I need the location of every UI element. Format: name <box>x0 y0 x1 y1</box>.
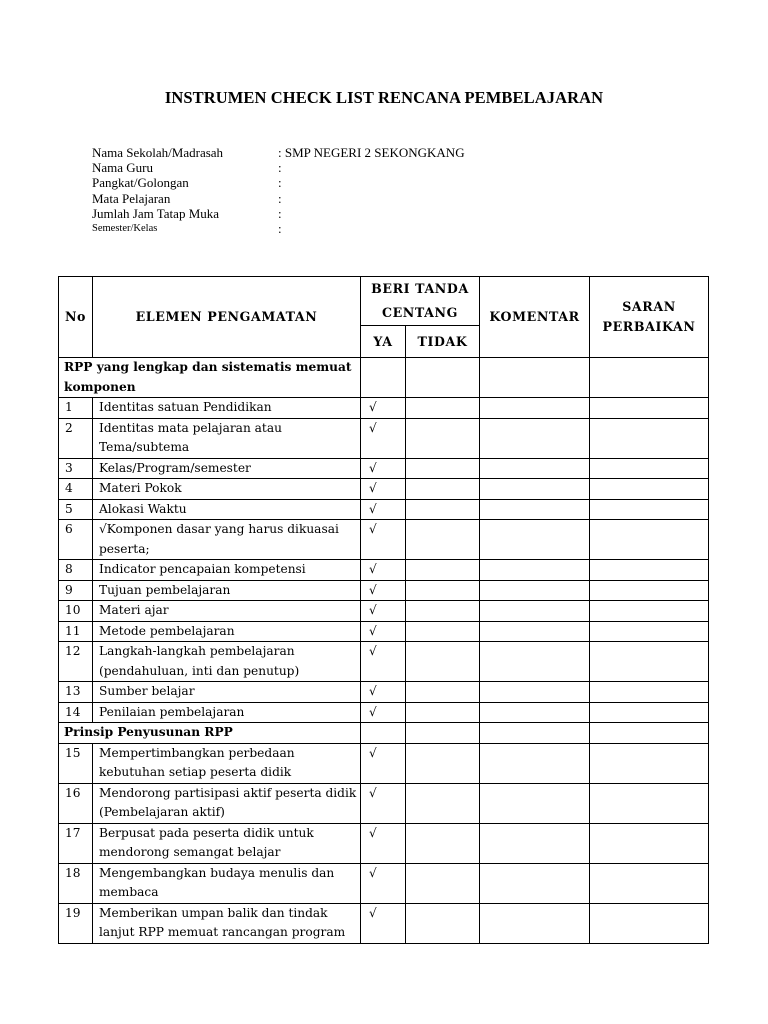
row-check-ya: √ <box>361 783 406 823</box>
cell-tidak <box>406 723 480 744</box>
cell-saran <box>590 723 709 744</box>
row-suggestion <box>590 479 709 500</box>
row-number: 1 <box>59 398 93 419</box>
row-number: 3 <box>59 458 93 479</box>
row-element: Metode pembelajaran <box>93 621 361 642</box>
row-check-tidak <box>406 458 480 479</box>
info-label: Mata Pelajaran <box>92 190 171 206</box>
row-comment <box>480 642 590 682</box>
table-row <box>59 560 709 581</box>
row-suggestion <box>590 823 709 863</box>
header-mark: BERI TANDA CENTANG <box>361 277 480 326</box>
table-row <box>59 580 709 601</box>
row-check-ya: √ <box>361 823 406 863</box>
row-check-ya: √ <box>361 398 406 419</box>
row-suggestion <box>590 560 709 581</box>
row-element: Berpusat pada peserta didik untuk mendorong semangat belajar <box>93 823 361 863</box>
row-check-ya: √ <box>361 682 406 703</box>
row-comment <box>480 702 590 723</box>
row-element: √Komponen dasar yang harus dikuasai peserta; <box>93 520 361 560</box>
info-value: : SMP NEGERI 2 SEKONGKANG <box>278 145 465 160</box>
table-row <box>59 743 709 783</box>
row-check-ya: √ <box>361 458 406 479</box>
table-row <box>59 863 709 903</box>
row-check-tidak <box>406 642 480 682</box>
row-suggestion <box>590 642 709 682</box>
row-number: 4 <box>59 479 93 500</box>
row-check-tidak <box>406 823 480 863</box>
header-suggestion: SARAN PERBAIKAN <box>590 277 709 358</box>
row-comment <box>480 621 590 642</box>
row-suggestion <box>590 621 709 642</box>
info-row-subject <box>92 191 465 206</box>
cell-ya <box>361 358 406 398</box>
row-number: 9 <box>59 580 93 601</box>
cell-komentar <box>480 358 590 398</box>
row-suggestion <box>590 398 709 419</box>
row-element: Sumber belajar <box>93 682 361 703</box>
row-element: Penilaian pembelajaran <box>93 702 361 723</box>
row-check-tidak <box>406 783 480 823</box>
info-label: Semester/Kelas <box>92 222 158 234</box>
info-row-teacher <box>92 160 465 175</box>
row-check-tidak <box>406 479 480 500</box>
row-comment <box>480 580 590 601</box>
row-number: 2 <box>59 418 93 458</box>
document-title: INSTRUMEN CHECK LIST RENCANA PEMBELAJARAN <box>164 88 604 107</box>
table-row <box>59 702 709 723</box>
row-number: 6 <box>59 520 93 560</box>
row-number: 12 <box>59 642 93 682</box>
row-check-tidak <box>406 418 480 458</box>
row-suggestion <box>590 903 709 943</box>
row-number: 14 <box>59 702 93 723</box>
identity-block <box>92 145 465 236</box>
row-comment <box>480 560 590 581</box>
info-value: : <box>278 220 282 236</box>
row-check-tidak <box>406 702 480 723</box>
table-row <box>59 642 709 682</box>
info-row-school <box>92 145 465 160</box>
info-label: Nama Sekolah/Madrasah <box>92 145 224 160</box>
row-check-ya: √ <box>361 702 406 723</box>
info-label: Nama Guru <box>92 160 154 176</box>
info-value: : <box>278 160 282 176</box>
cell-ya <box>361 723 406 744</box>
table-row <box>59 903 709 943</box>
row-check-tidak <box>406 743 480 783</box>
row-check-ya: √ <box>361 621 406 642</box>
row-element: Mempertimbangkan perbedaan kebutuhan setiap peserta didik <box>93 743 361 783</box>
row-suggestion <box>590 682 709 703</box>
info-label: Pangkat/Golongan <box>92 175 189 191</box>
info-row-hours <box>92 206 465 221</box>
row-element: Materi Pokok <box>93 479 361 500</box>
info-value: : <box>278 175 282 191</box>
table-row <box>59 520 709 560</box>
row-check-ya: √ <box>361 479 406 500</box>
row-comment <box>480 520 590 560</box>
cell-tidak <box>406 358 480 398</box>
row-number: 15 <box>59 743 93 783</box>
row-check-ya: √ <box>361 863 406 903</box>
row-comment <box>480 458 590 479</box>
row-number: 5 <box>59 499 93 520</box>
table-row <box>59 458 709 479</box>
row-suggestion <box>590 601 709 622</box>
row-comment <box>480 682 590 703</box>
row-check-tidak <box>406 621 480 642</box>
section-row <box>59 358 709 398</box>
row-check-tidak <box>406 682 480 703</box>
header-comment: KOMENTAR <box>480 277 590 358</box>
row-comment <box>480 823 590 863</box>
row-check-ya: √ <box>361 560 406 581</box>
row-check-ya: √ <box>361 601 406 622</box>
row-element: Indicator pencapaian kompetensi <box>93 560 361 581</box>
row-comment <box>480 601 590 622</box>
row-check-ya: √ <box>361 520 406 560</box>
info-row-rank <box>92 175 465 190</box>
row-suggestion <box>590 458 709 479</box>
header-no: No <box>59 277 93 358</box>
table-row <box>59 418 709 458</box>
row-check-tidak <box>406 903 480 943</box>
row-comment <box>480 783 590 823</box>
header-yes: YA <box>361 326 406 358</box>
row-check-tidak <box>406 560 480 581</box>
row-check-tidak <box>406 398 480 419</box>
info-row-semester <box>92 221 465 236</box>
row-suggestion <box>590 783 709 823</box>
table-row <box>59 783 709 823</box>
header-element: ELEMEN PENGAMATAN <box>93 277 361 358</box>
row-number: 18 <box>59 863 93 903</box>
table-row <box>59 682 709 703</box>
section-row <box>59 723 709 744</box>
row-number: 8 <box>59 560 93 581</box>
table-row <box>59 601 709 622</box>
row-suggestion <box>590 499 709 520</box>
row-check-ya: √ <box>361 642 406 682</box>
table-row <box>59 398 709 419</box>
row-comment <box>480 479 590 500</box>
row-comment <box>480 398 590 419</box>
row-check-ya: √ <box>361 580 406 601</box>
table-row <box>59 499 709 520</box>
row-check-ya: √ <box>361 499 406 520</box>
row-comment <box>480 863 590 903</box>
info-label: Jumlah Jam Tatap Muka <box>92 205 220 221</box>
row-number: 17 <box>59 823 93 863</box>
row-comment <box>480 499 590 520</box>
row-number: 10 <box>59 601 93 622</box>
row-comment <box>480 903 590 943</box>
row-element: Kelas/Program/semester <box>93 458 361 479</box>
row-check-tidak <box>406 863 480 903</box>
row-check-tidak <box>406 520 480 560</box>
row-check-tidak <box>406 499 480 520</box>
row-check-tidak <box>406 580 480 601</box>
cell-saran <box>590 358 709 398</box>
row-number: 19 <box>59 903 93 943</box>
row-check-ya: √ <box>361 418 406 458</box>
row-check-ya: √ <box>361 743 406 783</box>
checklist-table <box>58 276 709 944</box>
row-element: Mengembangkan budaya menulis dan membaca <box>93 863 361 903</box>
row-suggestion <box>590 743 709 783</box>
row-element: Mendorong partisipasi aktif peserta didik (Pembelajaran aktif) <box>93 783 361 823</box>
row-suggestion <box>590 702 709 723</box>
row-number: 13 <box>59 682 93 703</box>
row-element: Identitas mata pelajaran atau Tema/subtema <box>93 418 361 458</box>
row-comment <box>480 418 590 458</box>
row-number: 16 <box>59 783 93 823</box>
row-suggestion <box>590 580 709 601</box>
cell-komentar <box>480 723 590 744</box>
row-suggestion <box>590 520 709 560</box>
row-suggestion <box>590 863 709 903</box>
section-title: Prinsip Penyusunan RPP <box>59 723 361 744</box>
row-element: Identitas satuan Pendidikan <box>93 398 361 419</box>
row-comment <box>480 743 590 783</box>
row-suggestion <box>590 418 709 458</box>
row-element: Alokasi Waktu <box>93 499 361 520</box>
row-element: Tujuan pembelajaran <box>93 580 361 601</box>
row-check-ya: √ <box>361 903 406 943</box>
table-row <box>59 479 709 500</box>
table-row <box>59 621 709 642</box>
row-element: Langkah-langkah pembelajaran (pendahuluan, inti dan penutup) <box>93 642 361 682</box>
row-check-tidak <box>406 601 480 622</box>
info-value: : <box>278 190 282 206</box>
info-value: : <box>278 205 282 221</box>
table-row <box>59 823 709 863</box>
row-element: Memberikan umpan balik dan tindak lanjut RPP memuat rancangan program <box>93 903 361 943</box>
row-element: Materi ajar <box>93 601 361 622</box>
section-title: RPP yang lengkap dan sistematis memuat komponen <box>59 358 361 398</box>
header-no-mark: TIDAK <box>406 326 480 358</box>
row-number: 11 <box>59 621 93 642</box>
